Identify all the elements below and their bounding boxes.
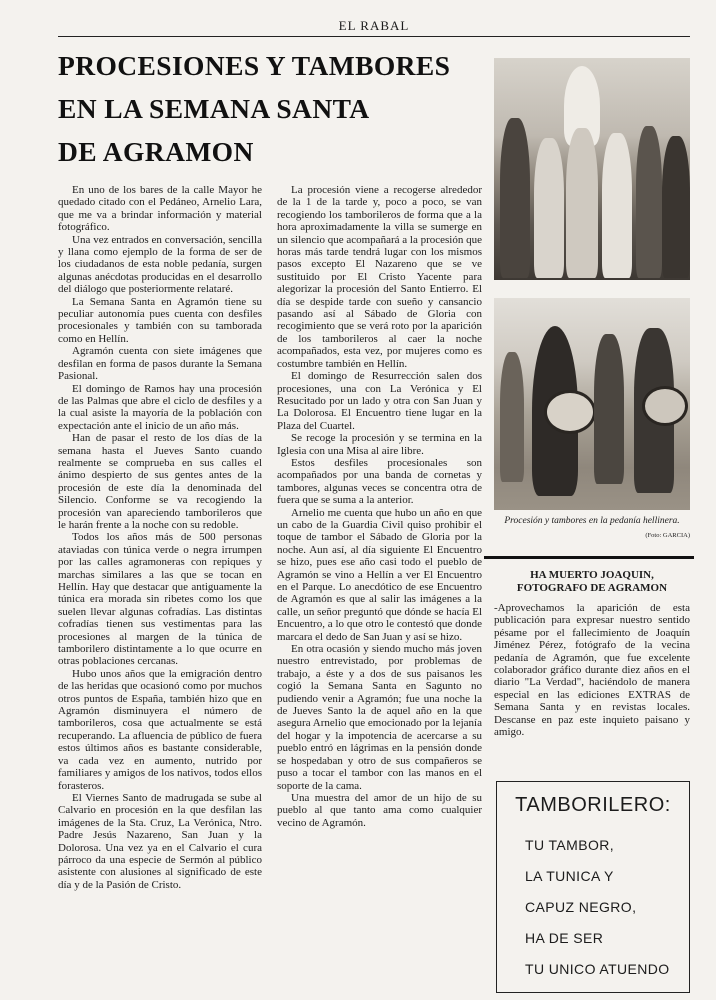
paragraph: Todos los años más de 500 personas ataviadas con túnica verde o negra irrumpen por las calles agramoneras con repiques y marchas similares a las que se tocan en Hellín. Hay que destacar que antiguamente la túnica era morada sin ribetes como los que suelen llevar algunas cofradías. Las distintas cofradías tienen sus vestimentas para las procesiones al margen de la túnica de tamborilero distintamente a lo que ocurre en otras poblaciones cercanas. bbox=[58, 531, 262, 668]
photo-credit: (Foto: GARCIA) bbox=[645, 532, 690, 539]
obituary-title-line: FOTOGRAFO DE AGRAMON bbox=[516, 582, 668, 594]
photo-caption: Procesión y tambores en la pedanía hellinera. bbox=[504, 516, 680, 526]
drum-icon bbox=[544, 390, 596, 434]
article-column-2 bbox=[277, 184, 482, 829]
drummers-photo bbox=[494, 298, 690, 510]
tamborilero-line: CAPUZ NEGRO, bbox=[525, 899, 637, 915]
person-figure bbox=[594, 334, 624, 484]
paragraph: Han de pasar el resto de los días de la semana hasta el Jueves Santo cuando realmente se comprueba en sus calles el ánimo despierto de sus gentes antes de la procesión de este día la denominada del Silencio. Conforme se va recogiendo la procesión van apareciendo tamborileros que le harán frente a la noche con su redoble. bbox=[58, 432, 262, 531]
article-title bbox=[58, 44, 484, 173]
paragraph: En uno de los bares de la calle Mayor he quedado citado con el Pedáneo, Arnelio Lara, que me va a brindar información y material fotográfico. bbox=[58, 184, 262, 234]
obituary-rule bbox=[484, 556, 694, 559]
obituary-title bbox=[494, 569, 690, 595]
obituary-text bbox=[494, 602, 690, 738]
title-line: DE AGRAMON bbox=[58, 136, 254, 167]
person-figure bbox=[500, 352, 524, 482]
tamborilero-line: LA TUNICA Y bbox=[525, 868, 614, 884]
title-line: EN LA SEMANA SANTA bbox=[58, 93, 370, 124]
paragraph: La Semana Santa en Agramón tiene su peculiar autonomía pues cuenta con desfiles procesionales y también con su tamborada como en Hellín. bbox=[58, 295, 262, 345]
person-figure bbox=[602, 133, 632, 278]
person-figure bbox=[534, 138, 564, 278]
obituary-title-line: HA MUERTO JOAQUIN, bbox=[530, 569, 654, 581]
paragraph: Estos desfiles procesionales son acompañados por una banda de cornetas y tambores, algunas veces se concentra otra de fuera que se suma a la anterior. bbox=[277, 456, 482, 507]
tamborilero-box bbox=[496, 781, 690, 993]
paragraph: La procesión viene a recogerse alrededor de la 1 de la tarde y, poco a poco, se van recogiendo los tamborileros de forma que a la hora aproximadamente la villa se sumerge en un silencio que acompañará a la procesión que horas más tarde tendrá lugar con los mismos pasos excepto El Nazareno que se ve sustituido por El Cristo Yacente para alegorizar la procesión del Santo Entierro. El día se despide tarde con sueño y cansancio pasando así al Sábado de Gloria con recogimiento que se verá roto por la aparición de los tamborileros al caer la noche acompañados, esta vez, por mujeres como es costumbre también en Hellín. bbox=[277, 184, 482, 370]
obituary-paragraph: -Aprovechamos la aparición de esta publicación para expresar nuestro sentido pésame por el fallecimiento de Joaquín Jiménez Pérez, fotógrafo de la vecina pedanía de Agramón, que fue excelente colaborador gráfico durante diez años en el diario "La Verdad", haciéndolo de manera especial en las ediciones EXTRAS de Semana Santa y en revistas locales. Descanse en paz este inquieto paisano y amigo. bbox=[494, 602, 690, 739]
person-figure bbox=[662, 136, 690, 278]
person-figure bbox=[566, 128, 598, 278]
tamborilero-heading: TAMBORILERO: bbox=[515, 794, 671, 816]
procession-photo bbox=[494, 58, 690, 280]
paragraph: Agramón cuenta con siete imágenes que desfilan en forma de pasos durante la Semana Pasional. bbox=[58, 345, 262, 383]
drum-icon bbox=[642, 386, 688, 426]
paragraph: El Viernes Santo de madrugada se sube al Calvario en procesión en la que desfilan las imágenes de la Sta. Cruz, La Verónica, Ntro. Padre Jesús Nazareno, San Juan y la Dolorosa. Una vez ya en el Calvario el cura párroco da una especie de Sermón al público asistente con alusiones al significado de este día y de la Pasión de Cristo. bbox=[58, 791, 262, 891]
paragraph: En otra ocasión y siendo mucho más joven nuestro entrevistado, por problemas de trabajo, a éste y a dos de sus paisanos les cogió la Semana Santa en Sagunto no pudiendo venir a Agramón; fue una noche la de Jueves Santo la de aquel año en la que asegura Arnelio que emocionado por la lejanía del hogar y la impotencia de acercarse a su pueblo entró en lágrimas en la pensión donde se hospedaban y otro de sus compañeros se puso a tocar el tambor con las manos en el soporte de la cama. bbox=[277, 643, 482, 792]
person-figure bbox=[636, 126, 662, 278]
tamborilero-line: TU UNICO ATUENDO bbox=[525, 961, 670, 977]
person-figure bbox=[500, 118, 530, 278]
paragraph: Hubo unos años que la emigración dentro de las heridas que ocasionó como por muchos otros puntos de España, también hizo que en Agramón disminuyera el número de tamborileros, cosa que actualmente se está recuperando. La afluencia de público de fuera estos últimos años es bastante considerable, va cada vez en aumento, nutrido por familiares y amigos de los nativos, todos ellos forasteros. bbox=[58, 667, 262, 792]
header-rule bbox=[58, 36, 690, 37]
title-line: PROCESIONES Y TAMBORES bbox=[58, 50, 451, 81]
paragraph: Una muestra del amor de un hijo de su pueblo al que tanto ama como cualquier vecino de Agramón. bbox=[277, 791, 482, 829]
paragraph: Se recoge la procesión y se termina en la Iglesia con una Misa al aire libre. bbox=[277, 432, 482, 457]
article-column-1 bbox=[58, 184, 262, 891]
tamborilero-line: TU TAMBOR, bbox=[525, 837, 615, 853]
paragraph: El domingo de Ramos hay una procesión de las Palmas que abre el ciclo de desfiles y a la cual asiste la mayoría de la población con expectación ante el inicio de un año más. bbox=[58, 382, 262, 432]
paragraph: Una vez entrados en conversación, sencilla y llana como ejemplo de la forma de ser de los ciudadanos de esta noble pedanía, surgen algunas anécdotas producidas en el desarrollo del diálogo que posteriormente relataré. bbox=[58, 233, 262, 296]
page-header: EL RABAL bbox=[338, 18, 410, 33]
tamborilero-line: HA DE SER bbox=[525, 930, 604, 946]
paragraph: Arnelio me cuenta que hubo un año en que un cabo de la Guardia Civil quiso prohibir el toque de tambor el Sábado de Gloria por la noche. Aun así, al día siguiente El Encuentro se hizo, pues ese año casi todo el pueblo de Agramón se vino a Hellín a ver El Encuentro en el Parque. Lo anecdótico de ese Encuentro de Agramón es que al salir las imágenes a la calle, un señor preguntó que dónde se hacía El Encuentro, a lo que otro le contestó que donde marcara el dedo de San Juan y así se hizo. bbox=[277, 506, 482, 643]
paragraph: El domingo de Resurrección salen dos procesiones, una con La Verónica y El Resucitado por un lado y otra con San Juan y La Dolorosa. El Encuentro tiene lugar en la Plaza del Cuartel. bbox=[277, 370, 482, 432]
